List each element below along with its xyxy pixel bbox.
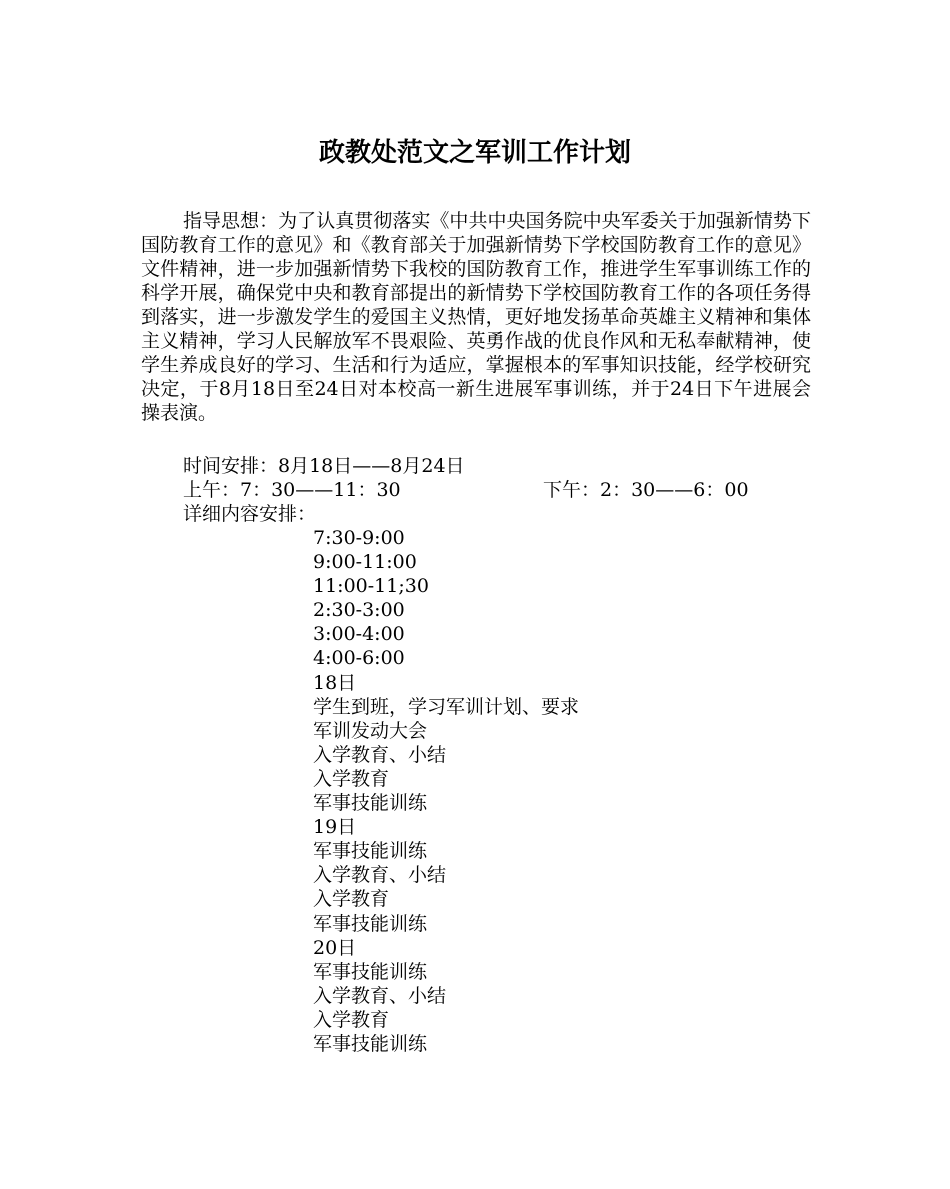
schedule-line: 入学教育、小结 xyxy=(313,864,447,887)
schedule-line: 军事技能训练 xyxy=(313,912,428,935)
schedule-line: 军事技能训练 xyxy=(313,840,428,863)
time-arrangement: 时间安排：8月18日——8月24日 xyxy=(183,455,465,477)
afternoon-time: 下午：2：30——6：00 xyxy=(543,479,749,501)
schedule-line: 9:00-11:00 xyxy=(313,551,417,574)
session-times xyxy=(183,478,803,502)
schedule-line: 入学教育 xyxy=(313,1008,390,1031)
schedule-line: 军事技能训练 xyxy=(313,792,428,815)
detail-heading: 详细内容安排： xyxy=(183,503,317,525)
guiding-paragraph: 指导思想：为了认真贯彻落实《中共中央国务院中央军委关于加强新情势下国防教育工作的意见》和《教育部关于加强新情势下学校国防教育工作的意见》文件精神，进一步加强新情势下我校的国防教育工作，推进学生军事训练工作的科学开展，确保党中央和教育部提出的新情势下学校国防教育工作的各项任务得到落实，进一步激发学生的爱国主义热情，更好地发扬革命英雄主义精神和集体主义精神，学习人民解放军不畏艰险、英勇作战的优良作风和无私奉献精神，使学生养成良好的学习、生活和行为适应，掌握根本的军事知识技能，经学校研究决定，于8月18日至24日对本校高一新生进展军事训练，并于24日下午进展会操表演。 xyxy=(141,210,811,424)
schedule-line: 入学教育 xyxy=(313,888,390,911)
schedule-line: 入学教育、小结 xyxy=(313,743,447,766)
schedule-line: 入学教育 xyxy=(313,767,390,790)
schedule-line: 11:00-11;30 xyxy=(313,575,429,598)
schedule-list xyxy=(313,526,579,1056)
schedule-line: 4:00-6:00 xyxy=(313,647,405,670)
schedule-line: 学生到班，学习军训计划、要求 xyxy=(313,695,580,718)
schedule-line: 2:30-3:00 xyxy=(313,599,405,622)
schedule-line: 20日 xyxy=(313,936,357,959)
schedule-line: 军事技能训练 xyxy=(313,1032,428,1055)
schedule-line: 18日 xyxy=(313,671,357,694)
morning-time: 上午：7：30——11：30 xyxy=(183,479,401,501)
schedule-line: 入学教育、小结 xyxy=(313,984,447,1007)
schedule-line: 3:00-4:00 xyxy=(313,623,405,646)
schedule-line: 军训发动大会 xyxy=(313,719,428,742)
schedule-line: 7:30-9:00 xyxy=(313,527,405,549)
schedule-line: 19日 xyxy=(313,816,357,839)
document-title: 政教处范文之军训工作计划 xyxy=(318,138,631,168)
schedule-line: 军事技能训练 xyxy=(313,960,428,983)
